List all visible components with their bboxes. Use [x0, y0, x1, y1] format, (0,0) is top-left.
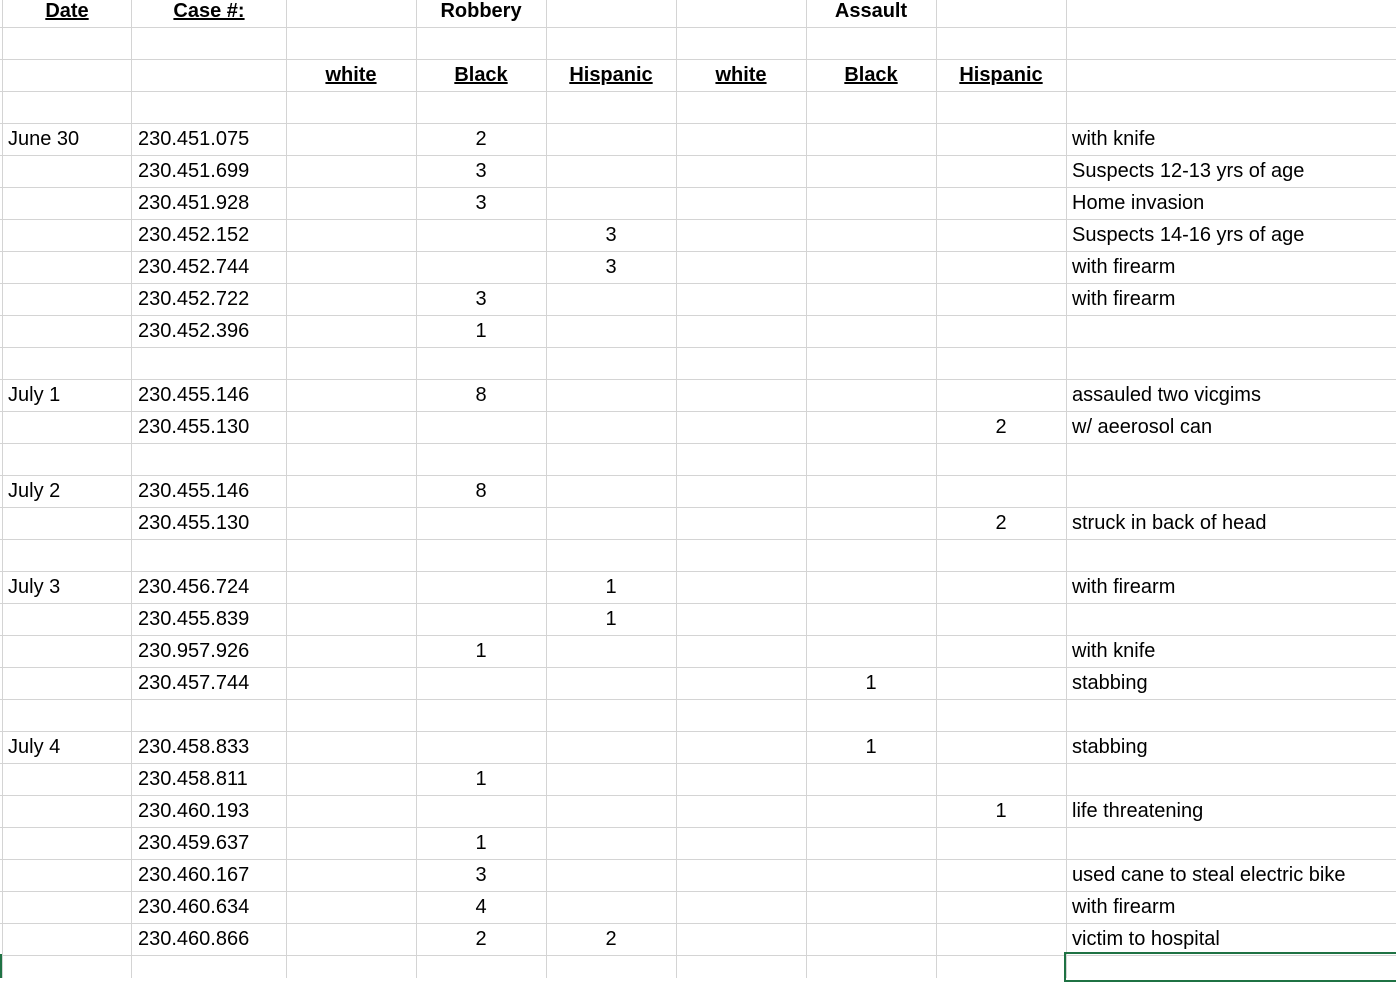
robbery-hispanic-cell[interactable] — [546, 860, 676, 891]
header-robbery[interactable]: Robbery — [440, 0, 522, 22]
robbery-white-cell[interactable] — [286, 124, 416, 155]
assault-black-cell[interactable] — [806, 892, 936, 923]
header-robbery-black[interactable]: Black — [454, 64, 508, 86]
header-case[interactable]: Case #: — [173, 0, 245, 22]
case-number-cell[interactable]: 230.957.926 — [138, 640, 250, 662]
note-cell[interactable] — [1066, 476, 1396, 507]
date-cell[interactable]: July 4 — [8, 736, 61, 758]
assault-white-cell[interactable] — [676, 668, 806, 699]
assault-black-cell[interactable] — [806, 636, 936, 667]
robbery-black-cell[interactable] — [416, 796, 546, 827]
robbery-black-cell[interactable] — [416, 668, 546, 699]
case-number-cell[interactable]: 230.455.130 — [138, 512, 250, 534]
assault-white-cell[interactable] — [676, 316, 806, 347]
assault-hispanic-cell[interactable] — [936, 252, 1066, 283]
robbery-white-cell[interactable] — [286, 284, 416, 315]
row-gridline — [0, 27, 1396, 28]
date-cell[interactable] — [2, 412, 132, 443]
assault-white-cell[interactable] — [676, 476, 806, 507]
note-cell[interactable]: life threatening — [1072, 800, 1204, 822]
case-number-cell[interactable]: 230.459.637 — [138, 832, 250, 854]
robbery-black-cell[interactable]: 2 — [475, 128, 487, 150]
assault-black-cell[interactable] — [806, 796, 936, 827]
assault-hispanic-cell[interactable] — [936, 316, 1066, 347]
assault-black-cell[interactable] — [806, 220, 936, 251]
robbery-black-cell[interactable] — [416, 252, 546, 283]
assault-hispanic-cell[interactable] — [936, 220, 1066, 251]
assault-black-cell[interactable] — [806, 124, 936, 155]
assault-black-cell[interactable] — [806, 764, 936, 795]
header-robbery-white[interactable]: white — [325, 64, 377, 86]
robbery-black-cell[interactable]: 1 — [475, 832, 487, 854]
robbery-hispanic-cell[interactable]: 3 — [605, 256, 617, 278]
case-number-cell[interactable]: 230.455.130 — [138, 416, 250, 438]
robbery-black-cell[interactable]: 8 — [475, 384, 487, 406]
case-number-cell[interactable]: 230.458.811 — [138, 768, 248, 790]
row-selection-edge — [0, 954, 2, 978]
robbery-black-cell[interactable]: 1 — [475, 640, 487, 662]
robbery-black-cell[interactable]: 2 — [475, 928, 487, 950]
case-number-cell[interactable]: 230.451.075 — [138, 128, 250, 150]
header-assault[interactable]: Assault — [834, 0, 908, 22]
robbery-black-cell[interactable]: 3 — [475, 288, 487, 310]
assault-black-cell[interactable]: 1 — [865, 672, 877, 694]
robbery-hispanic-cell[interactable] — [546, 412, 676, 443]
assault-hispanic-cell[interactable]: 2 — [995, 512, 1007, 534]
date-cell[interactable] — [2, 508, 132, 539]
robbery-hispanic-cell[interactable] — [546, 892, 676, 923]
note-cell[interactable]: with knife — [1072, 128, 1156, 150]
robbery-black-cell[interactable]: 4 — [475, 896, 487, 918]
robbery-hispanic-cell[interactable] — [546, 156, 676, 187]
case-number-cell[interactable]: 230.455.839 — [138, 608, 250, 630]
robbery-hispanic-cell[interactable]: 1 — [605, 608, 617, 630]
assault-hispanic-cell[interactable] — [936, 764, 1066, 795]
robbery-black-cell[interactable] — [416, 220, 546, 251]
note-cell[interactable]: stabbing — [1072, 672, 1148, 694]
row-gridline — [0, 91, 1396, 92]
assault-black-cell[interactable] — [806, 476, 936, 507]
assault-hispanic-cell[interactable] — [936, 476, 1066, 507]
assault-black-cell[interactable] — [806, 156, 936, 187]
robbery-black-cell[interactable] — [416, 412, 546, 443]
assault-hispanic-cell[interactable] — [936, 668, 1066, 699]
date-cell[interactable] — [2, 220, 132, 251]
assault-hispanic-cell[interactable]: 2 — [995, 416, 1007, 438]
header-assault-hispanic[interactable]: Hispanic — [959, 64, 1043, 86]
assault-white-cell[interactable] — [676, 380, 806, 411]
date-cell[interactable] — [2, 252, 132, 283]
date-cell[interactable] — [2, 188, 132, 219]
assault-white-cell[interactable] — [676, 220, 806, 251]
robbery-white-cell[interactable] — [286, 796, 416, 827]
robbery-black-cell[interactable]: 3 — [475, 864, 487, 886]
assault-black-cell[interactable] — [806, 316, 936, 347]
robbery-hispanic-cell[interactable] — [546, 508, 676, 539]
assault-black-cell[interactable]: 1 — [865, 736, 877, 758]
assault-white-cell[interactable] — [676, 572, 806, 603]
assault-white-cell[interactable] — [676, 156, 806, 187]
robbery-white-cell[interactable] — [286, 220, 416, 251]
case-number-cell[interactable]: 230.458.833 — [138, 736, 250, 758]
header-assault-black[interactable]: Black — [844, 64, 898, 86]
assault-black-cell[interactable] — [806, 924, 936, 955]
robbery-white-cell[interactable] — [286, 188, 416, 219]
date-cell[interactable]: July 2 — [8, 480, 61, 502]
robbery-hispanic-cell[interactable] — [546, 732, 676, 763]
robbery-black-cell[interactable] — [416, 732, 546, 763]
note-cell[interactable]: Suspects 12-13 yrs of age — [1072, 160, 1305, 182]
assault-black-cell[interactable] — [806, 828, 936, 859]
assault-white-cell[interactable] — [676, 796, 806, 827]
date-cell[interactable] — [2, 316, 132, 347]
robbery-white-cell[interactable] — [286, 572, 416, 603]
assault-black-cell[interactable] — [806, 572, 936, 603]
note-cell[interactable] — [1066, 604, 1396, 635]
robbery-hispanic-cell[interactable]: 1 — [605, 576, 617, 598]
date-cell[interactable] — [2, 636, 132, 667]
assault-white-cell[interactable] — [676, 284, 806, 315]
note-cell[interactable]: with firearm — [1072, 896, 1176, 918]
note-cell[interactable]: victim to hospital — [1072, 928, 1220, 950]
case-number-cell[interactable]: 230.460.193 — [138, 800, 250, 822]
note-cell[interactable]: struck in back of head — [1072, 512, 1267, 534]
assault-white-cell[interactable] — [676, 892, 806, 923]
assault-white-cell[interactable] — [676, 252, 806, 283]
case-number-cell[interactable]: 230.456.724 — [138, 576, 250, 598]
note-cell[interactable]: stabbing — [1072, 736, 1148, 758]
date-cell[interactable] — [2, 668, 132, 699]
assault-black-cell[interactable] — [806, 412, 936, 443]
robbery-hispanic-cell[interactable] — [546, 124, 676, 155]
assault-hispanic-cell[interactable]: 1 — [995, 800, 1007, 822]
assault-black-cell[interactable] — [806, 252, 936, 283]
robbery-hispanic-cell[interactable] — [546, 668, 676, 699]
robbery-black-cell[interactable] — [416, 572, 546, 603]
date-cell[interactable] — [2, 604, 132, 635]
robbery-white-cell[interactable] — [286, 764, 416, 795]
header-assault-white[interactable]: white — [715, 64, 767, 86]
case-number-cell[interactable]: 230.451.699 — [138, 160, 250, 182]
assault-hispanic-cell[interactable] — [936, 380, 1066, 411]
date-cell[interactable]: July 1 — [8, 384, 61, 406]
robbery-white-cell[interactable] — [286, 828, 416, 859]
assault-white-cell[interactable] — [676, 636, 806, 667]
robbery-hispanic-cell[interactable] — [546, 380, 676, 411]
row-gridline — [0, 443, 1396, 444]
robbery-hispanic-cell[interactable] — [546, 828, 676, 859]
assault-hispanic-cell[interactable] — [936, 828, 1066, 859]
robbery-white-cell[interactable] — [286, 732, 416, 763]
robbery-black-cell[interactable]: 3 — [475, 160, 487, 182]
robbery-hispanic-cell[interactable]: 3 — [605, 224, 617, 246]
assault-hispanic-cell[interactable] — [936, 284, 1066, 315]
robbery-black-cell[interactable]: 3 — [475, 192, 487, 214]
robbery-hispanic-cell[interactable] — [546, 764, 676, 795]
assault-hispanic-cell[interactable] — [936, 572, 1066, 603]
assault-hispanic-cell[interactable] — [936, 156, 1066, 187]
robbery-white-cell[interactable] — [286, 508, 416, 539]
date-cell[interactable] — [2, 764, 132, 795]
date-cell[interactable] — [2, 828, 132, 859]
assault-white-cell[interactable] — [676, 124, 806, 155]
assault-black-cell[interactable] — [806, 604, 936, 635]
robbery-black-cell[interactable]: 1 — [475, 320, 487, 342]
robbery-black-cell[interactable]: 8 — [475, 480, 487, 502]
assault-white-cell[interactable] — [676, 860, 806, 891]
assault-hispanic-cell[interactable] — [936, 604, 1066, 635]
assault-hispanic-cell[interactable] — [936, 924, 1066, 955]
case-number-cell[interactable]: 230.455.146 — [138, 384, 250, 406]
robbery-hispanic-cell[interactable] — [546, 636, 676, 667]
robbery-black-cell[interactable]: 1 — [475, 768, 487, 790]
robbery-white-cell[interactable] — [286, 604, 416, 635]
assault-hispanic-cell[interactable] — [936, 188, 1066, 219]
date-cell[interactable] — [2, 284, 132, 315]
case-number-cell[interactable]: 230.452.152 — [138, 224, 250, 246]
assault-hispanic-cell[interactable] — [936, 636, 1066, 667]
case-number-cell[interactable]: 230.452.722 — [138, 288, 250, 310]
assault-white-cell[interactable] — [676, 188, 806, 219]
assault-black-cell[interactable] — [806, 380, 936, 411]
date-cell[interactable] — [2, 860, 132, 891]
header-robbery-hispanic[interactable]: Hispanic — [569, 64, 653, 86]
robbery-white-cell[interactable] — [286, 316, 416, 347]
note-cell[interactable]: w/ aeerosol can — [1072, 416, 1213, 438]
robbery-white-cell[interactable] — [286, 892, 416, 923]
robbery-white-cell[interactable] — [286, 476, 416, 507]
assault-black-cell[interactable] — [806, 284, 936, 315]
date-cell[interactable]: July 3 — [8, 576, 61, 598]
assault-white-cell[interactable] — [676, 732, 806, 763]
assault-white-cell[interactable] — [676, 924, 806, 955]
note-cell[interactable] — [1066, 316, 1396, 347]
robbery-hispanic-cell[interactable] — [546, 284, 676, 315]
case-number-cell[interactable]: 230.460.167 — [138, 864, 250, 886]
assault-white-cell[interactable] — [676, 828, 806, 859]
assault-black-cell[interactable] — [806, 188, 936, 219]
robbery-white-cell[interactable] — [286, 412, 416, 443]
assault-hispanic-cell[interactable] — [936, 124, 1066, 155]
assault-white-cell[interactable] — [676, 604, 806, 635]
case-number-cell[interactable]: 230.451.928 — [138, 192, 250, 214]
assault-white-cell[interactable] — [676, 764, 806, 795]
robbery-white-cell[interactable] — [286, 668, 416, 699]
header-date[interactable]: Date — [45, 0, 89, 22]
assault-hispanic-cell[interactable] — [936, 732, 1066, 763]
date-cell[interactable] — [2, 156, 132, 187]
robbery-white-cell[interactable] — [286, 636, 416, 667]
assault-hispanic-cell[interactable] — [936, 892, 1066, 923]
note-cell[interactable]: with firearm — [1072, 256, 1176, 278]
note-cell[interactable]: assauled two vicgims — [1072, 384, 1261, 406]
robbery-white-cell[interactable] — [286, 380, 416, 411]
robbery-white-cell[interactable] — [286, 252, 416, 283]
assault-black-cell[interactable] — [806, 860, 936, 891]
robbery-white-cell[interactable] — [286, 860, 416, 891]
note-cell[interactable]: with firearm — [1072, 288, 1176, 310]
case-number-cell[interactable]: 230.452.744 — [138, 256, 250, 278]
assault-white-cell[interactable] — [676, 508, 806, 539]
note-cell[interactable]: Home invasion — [1072, 192, 1205, 214]
case-number-cell[interactable]: 230.460.866 — [138, 928, 250, 950]
row-gridline — [0, 699, 1396, 700]
row-gridline — [0, 539, 1396, 540]
robbery-black-cell[interactable] — [416, 604, 546, 635]
robbery-white-cell[interactable] — [286, 156, 416, 187]
assault-white-cell[interactable] — [676, 412, 806, 443]
note-cell[interactable]: with knife — [1072, 640, 1156, 662]
robbery-hispanic-cell[interactable] — [546, 476, 676, 507]
robbery-hispanic-cell[interactable] — [546, 796, 676, 827]
row-gridline — [0, 347, 1396, 348]
robbery-white-cell[interactable] — [286, 924, 416, 955]
robbery-hispanic-cell[interactable]: 2 — [605, 928, 617, 950]
assault-hispanic-cell[interactable] — [936, 860, 1066, 891]
case-number-cell[interactable]: 230.457.744 — [138, 672, 250, 694]
case-number-cell[interactable]: 230.452.396 — [138, 320, 250, 342]
note-cell[interactable] — [1066, 828, 1396, 859]
robbery-black-cell[interactable] — [416, 508, 546, 539]
date-cell[interactable] — [2, 924, 132, 955]
note-cell[interactable]: used cane to steal electric bike — [1072, 864, 1346, 886]
case-number-cell[interactable]: 230.455.146 — [138, 480, 250, 502]
note-cell[interactable]: Suspects 14-16 yrs of age — [1072, 224, 1305, 246]
robbery-hispanic-cell[interactable] — [546, 188, 676, 219]
case-number-cell[interactable]: 230.460.634 — [138, 896, 250, 918]
date-cell[interactable] — [2, 796, 132, 827]
date-cell[interactable] — [2, 892, 132, 923]
date-cell[interactable]: June 30 — [8, 128, 80, 150]
note-cell[interactable]: with firearm — [1072, 576, 1176, 598]
assault-black-cell[interactable] — [806, 508, 936, 539]
note-cell[interactable] — [1066, 764, 1396, 795]
robbery-hispanic-cell[interactable] — [546, 316, 676, 347]
